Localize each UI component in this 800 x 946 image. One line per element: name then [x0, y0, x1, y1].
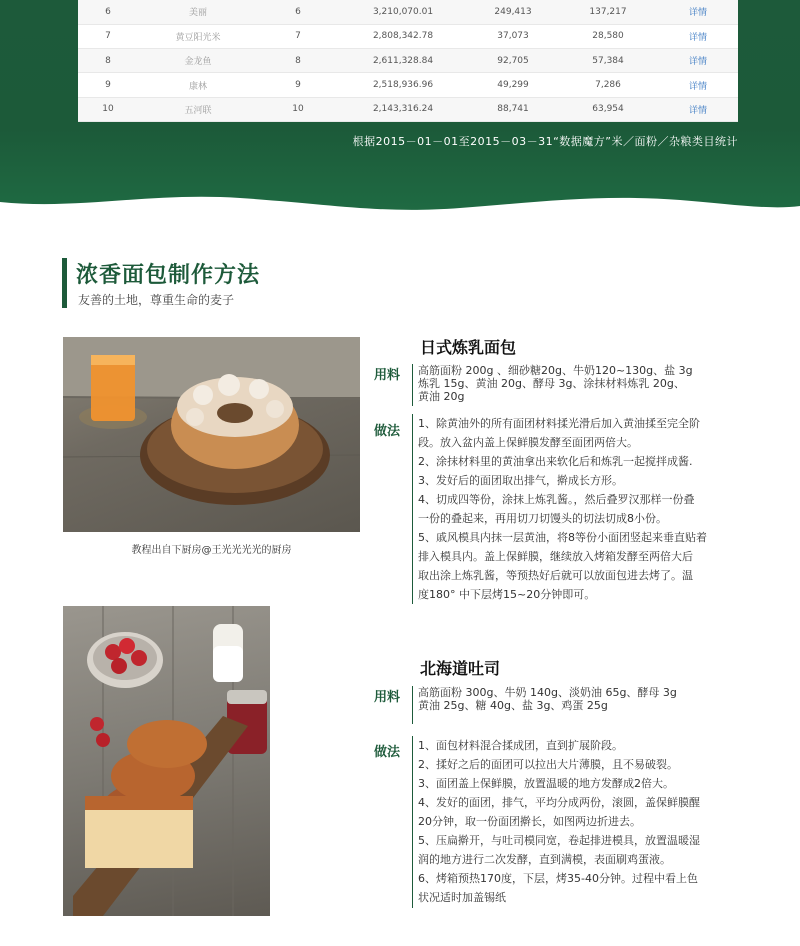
photo-caption: 教程出自下厨房@王光光光光的厨房: [131, 545, 292, 556]
table-row: [78, 97, 738, 121]
table-cell-amount: 2,808,342.78: [338, 24, 468, 48]
step-line: 5、戚风模具内抹一层黄油，将8等份小面团竖起来垂直贴着: [418, 531, 707, 544]
milk-bread-photo: [63, 337, 360, 532]
source-note: 根据2015－01－01至2015－03－31“数据魔方”米／面粉／杂粮类目统计: [352, 135, 738, 148]
table-row: [78, 0, 738, 24]
ingredients-list: [418, 364, 693, 403]
section-subtitle: 友善的土地，尊重生命的麦子: [78, 293, 235, 307]
table-cell-name: 黄豆阳光米: [138, 24, 258, 48]
step-line: 2、涂抹材料里的黄油拿出来软化后和炼乳一起搅拌成酱.: [418, 455, 693, 468]
step-line: 1、面包材料混合揉成团，直到扩展阶段。: [418, 739, 623, 752]
ingredients-divider: [412, 686, 413, 724]
method-steps: [418, 736, 700, 907]
method-steps: [418, 414, 707, 604]
table-cell-count2: 7,286: [558, 73, 658, 97]
step-line: 度180° 中下层烤15~20分钟即可。: [418, 588, 596, 601]
table-cell-count1: 92,705: [468, 49, 558, 73]
step-line: 状况适时加盖锡纸: [418, 891, 506, 904]
ingredient-line: 高筋面粉 300g、牛奶 140g、淡奶油 65g、酵母 3g: [418, 686, 677, 699]
step-line: 一份的叠起来，再用切刀切馒头的切法切成8小份。: [418, 512, 667, 525]
ingredients-label: 用料: [374, 690, 401, 705]
step-line: 3、发好后的面团取出排气，擀成长方形。: [418, 474, 623, 487]
table-cell-rank2: 7: [258, 24, 338, 48]
recipe-title-hokkaido-toast: 北海道吐司: [420, 659, 501, 678]
table-cell-name: 五河联: [138, 97, 258, 121]
section-accent-bar: [62, 258, 67, 308]
step-line: 4、发好的面团，排气，平均分成两份，滚圆，盖保鲜膜醒: [418, 796, 700, 809]
ingredient-line: 高筋面粉 200g 、细砂糖20g、牛奶120~130g、盐 3g: [418, 364, 693, 377]
table-cell-count1: 37,073: [468, 24, 558, 48]
detail-link[interactable]: 详情: [658, 73, 738, 97]
table-cell-rank: 8: [78, 49, 138, 73]
sales-ranking-table: [78, 0, 738, 122]
table-cell-count2: 137,217: [558, 0, 658, 24]
table-cell-amount: 2,143,316.24: [338, 97, 468, 121]
detail-link[interactable]: 详情: [658, 24, 738, 48]
step-line: 2、揉好之后的面团可以拉出大片薄膜，且不易破裂。: [418, 758, 678, 771]
table-row: [78, 73, 738, 97]
table-cell-count2: 28,580: [558, 24, 658, 48]
detail-link[interactable]: 详情: [658, 97, 738, 121]
step-line: 6、烤箱预热170度，下层，烤35-40分钟。过程中看上色: [418, 872, 698, 885]
method-label: 做法: [374, 745, 401, 760]
table-cell-rank2: 9: [258, 73, 338, 97]
table-cell-rank: 10: [78, 97, 138, 121]
table-cell-rank2: 10: [258, 97, 338, 121]
ingredients-label: 用料: [374, 368, 401, 383]
table-cell-rank: 9: [78, 73, 138, 97]
step-line: 20分钟，取一份面团擀长，如图两边折进去。: [418, 815, 641, 828]
detail-link[interactable]: 详情: [658, 49, 738, 73]
table-cell-count1: 49,299: [468, 73, 558, 97]
table-cell-count2: 63,954: [558, 97, 658, 121]
step-line: 3、面团盖上保鲜膜，放置温暖的地方发酵成2倍大。: [418, 777, 674, 790]
ingredients-divider: [412, 364, 413, 406]
table-cell-amount: 3,210,070.01: [338, 0, 468, 24]
table-cell-rank2: 6: [258, 0, 338, 24]
table-cell-name: 美丽: [138, 0, 258, 24]
method-label: 做法: [374, 424, 401, 439]
table-cell-rank2: 8: [258, 49, 338, 73]
ingredient-line: 黄油 25g、糖 40g、盐 3g、鸡蛋 25g: [418, 699, 608, 712]
ingredient-line: 炼乳 15g、黄油 20g、酵母 3g、涂抹材料炼乳 20g、: [418, 377, 685, 390]
recipe-title-milk-bread: 日式炼乳面包: [420, 338, 517, 357]
table-cell-count1: 88,741: [468, 97, 558, 121]
step-line: 4、切成四等份，涂抹上炼乳酱。，然后叠罗汉那样一份叠: [418, 493, 695, 506]
section-title: 浓香面包制作方法: [76, 263, 261, 288]
step-line: 润的地方进行二次发酵，直到满模，表面刷鸡蛋液。: [418, 853, 671, 866]
table-row: [78, 24, 738, 48]
ingredient-line: 黄油 20g: [418, 390, 465, 403]
table-cell-rank: 7: [78, 24, 138, 48]
table-cell-amount: 2,611,328.84: [338, 49, 468, 73]
step-line: 段。放入盆内盖上保鲜膜发酵至面团两倍大。: [418, 436, 638, 449]
table-cell-name: 康林: [138, 73, 258, 97]
hokkaido-toast-photo: [63, 606, 270, 916]
ingredients-list: [418, 686, 677, 712]
table-cell-rank: 6: [78, 0, 138, 24]
table-cell-count2: 57,384: [558, 49, 658, 73]
table-cell-name: 金龙鱼: [138, 49, 258, 73]
detail-link[interactable]: 详情: [658, 0, 738, 24]
step-line: 5、压扁擀开，与吐司模同宽，卷起排进模具，放置温暖湿: [418, 834, 700, 847]
step-line: 取出涂上炼乳酱，等预热好后就可以放面包进去烤了。温: [418, 569, 693, 582]
table-row: [78, 49, 738, 73]
table-cell-count1: 249,413: [468, 0, 558, 24]
wave-divider: [0, 180, 800, 220]
method-divider: [412, 414, 413, 604]
table-cell-amount: 2,518,936.96: [338, 73, 468, 97]
step-line: 排入模具内。盖上保鲜膜，继续放入烤箱发酵至两倍大后: [418, 550, 693, 563]
step-line: 1、除黄油外的所有面团材料揉光滑后加入黄油揉至完全阶: [418, 417, 700, 430]
method-divider: [412, 736, 413, 908]
